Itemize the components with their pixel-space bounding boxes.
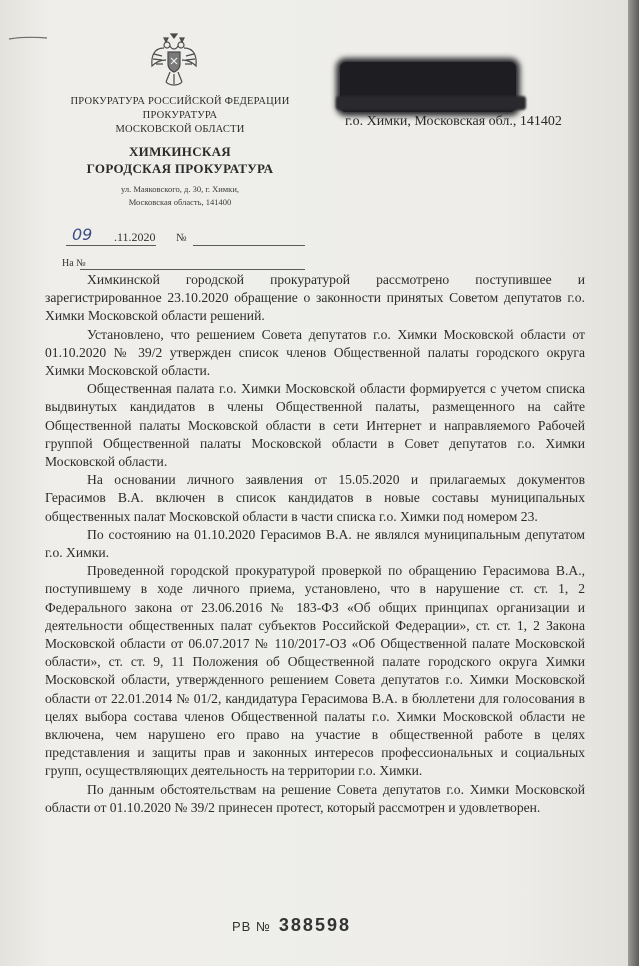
redacted-recipient-line (336, 96, 526, 110)
reply-to-label: На № (62, 258, 86, 269)
issuer-address-line2: Московская область, 141400 (128, 197, 232, 207)
recipient-address: г.о. Химки, Московская обл., 141402 (345, 114, 562, 129)
printed-date: .11.2020 (114, 230, 156, 244)
date-underline (66, 245, 156, 246)
reply-underline (80, 269, 305, 270)
body-paragraph-4: На основании личного заявления от 15.05.2020 и прилагаемых документов Герасимов В.А. включен в список кандидатов в новые составы муниципальных общественных палат Московской области в части списка г.о. Химки под номером 23. (45, 472, 585, 524)
body-paragraph-6: Проведенной городской прокуратурой проверкой по обращению Герасимова В.А., поступившему в ходе личного приема, установлено, что в нарушение ст. ст. 1, 2 Федерального закона от 23.06.2016 № 183-ФЗ «Об общих принципах организации и деятельности общественных палат субъектов Российской Федерации», ст. ст. 1, 2 Закона Московской области от 06.07.2017 № 110/2017-ОЗ «Об Общественной палате Московской области», ст. ст. 9, 11 Положения об Общественной палате городского округа Химки Московской области, утвержденного решением Совета депутатов г.о. Химки Московской области от 22.01.2014 № 01/2, кандидатура Герасимова В.А. в бюллетени для голосования в целях выбора состава членов Общественной палаты г.о. Химки Московской области не включена, чем нарушено его право на участие в общественной работе в целях представления и защиты прав и законных интересов профессиональных и социальных групп, осуществляющих деятельность на территории г.о. Химки. (45, 563, 585, 779)
serial-number-block (232, 915, 351, 936)
letter-body (45, 271, 585, 817)
issuer-org-line3: МОСКОВСКОЙ ОБЛАСТИ (115, 124, 245, 135)
number-label: № (176, 232, 187, 244)
body-paragraph-1: Химкинской городской прокуратурой рассмотрено поступившее и зарегистрированное 23.10.2020 обращение о законности принятых Советом депутатов г.о. Химки Московской области решений. (45, 272, 585, 324)
issuer-org-line1: ПРОКУРАТУРА РОССИЙСКОЙ ФЕДЕРАЦИИ (70, 96, 290, 107)
serial-number: 388598 (278, 915, 351, 935)
number-underline (193, 245, 305, 246)
body-paragraph-2: Установлено, что решением Совета депутатов г.о. Химки Московской области от 01.10.2020 № 39/2 утвержден список членов Общественной палаты городского округа Химки Московской области. (45, 326, 585, 379)
page-edge-shadow (628, 0, 639, 966)
body-paragraph-3: Общественная палата г.о. Химки Московской области формируется с учетом списка выдвинутых кандидатов в члены Общественной палаты, размещенного на сайте Общественной палаты Московской области в сети Интернет и направляемого Рабочей группой Общественной палаты Московской области в Совет депутатов г.о. Химки Московской области. (45, 381, 585, 470)
issuer-address-line1: ул. Маяковского, д. 30, г. Химки, (121, 184, 239, 194)
issuer-unit-line2: ГОРОДСКАЯ ПРОКУРАТУРА (86, 161, 274, 176)
reference-row (58, 225, 318, 252)
handwritten-day: 09 (72, 225, 93, 244)
issuer-block (55, 95, 305, 209)
serial-prefix: РВ № (232, 919, 271, 934)
pen-stroke-mark (8, 36, 48, 40)
issuer-unit-line1: ХИМКИНСКАЯ (128, 144, 231, 159)
body-paragraph-5: По состоянию на 01.10.2020 Герасимов В.А. не являлся муниципальным депутатом г.о. Химки. (45, 526, 585, 561)
coat-of-arms-icon (148, 30, 200, 90)
body-paragraph-7: По данным обстоятельствам на решение Совета депутатов г.о. Химки Московской области от 01.10.2020 № 39/2 принесен протест, который рассмотрен и удовлетворен. (45, 781, 585, 815)
issuer-org-line2: ПРОКУРАТУРА (142, 110, 218, 121)
